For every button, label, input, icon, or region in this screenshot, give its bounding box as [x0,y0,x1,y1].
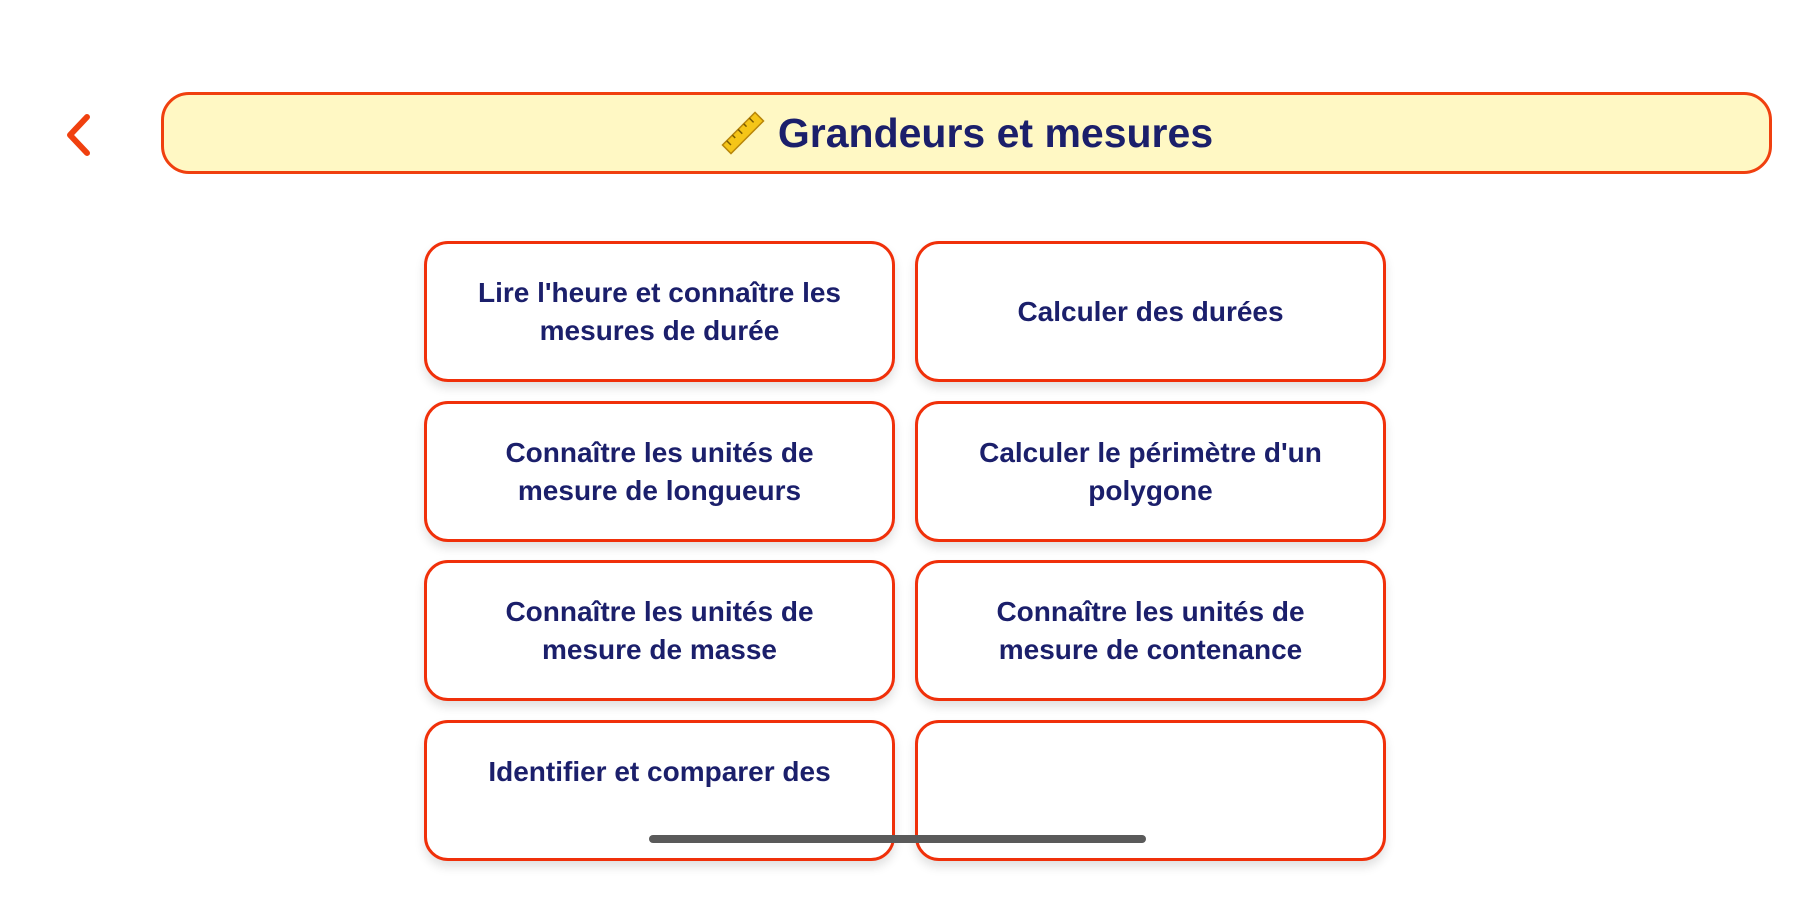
page-title: Grandeurs et mesures [777,109,1214,156]
topic-card[interactable]: Connaître les unités de mesure de longueurs [424,401,895,542]
topic-card[interactable]: Connaître les unités de mesure de contenance [915,560,1386,701]
topic-card[interactable]: Calculer le périmètre d'un polygone [915,401,1386,542]
topic-card[interactable]: Identifier et comparer des [424,720,895,861]
topic-list[interactable] [410,230,1410,787]
topic-card[interactable]: Lire l'heure et connaître les mesures de durée [424,241,895,382]
section-header [161,92,1772,174]
chevron-left-icon [63,113,93,157]
back-button[interactable] [56,110,100,160]
topic-card[interactable]: Connaître les unités de mesure de masse [424,560,895,701]
ruler-icon [720,110,766,156]
topic-card[interactable]: Calculer des durées [915,241,1386,382]
home-indicator[interactable] [649,835,1146,843]
